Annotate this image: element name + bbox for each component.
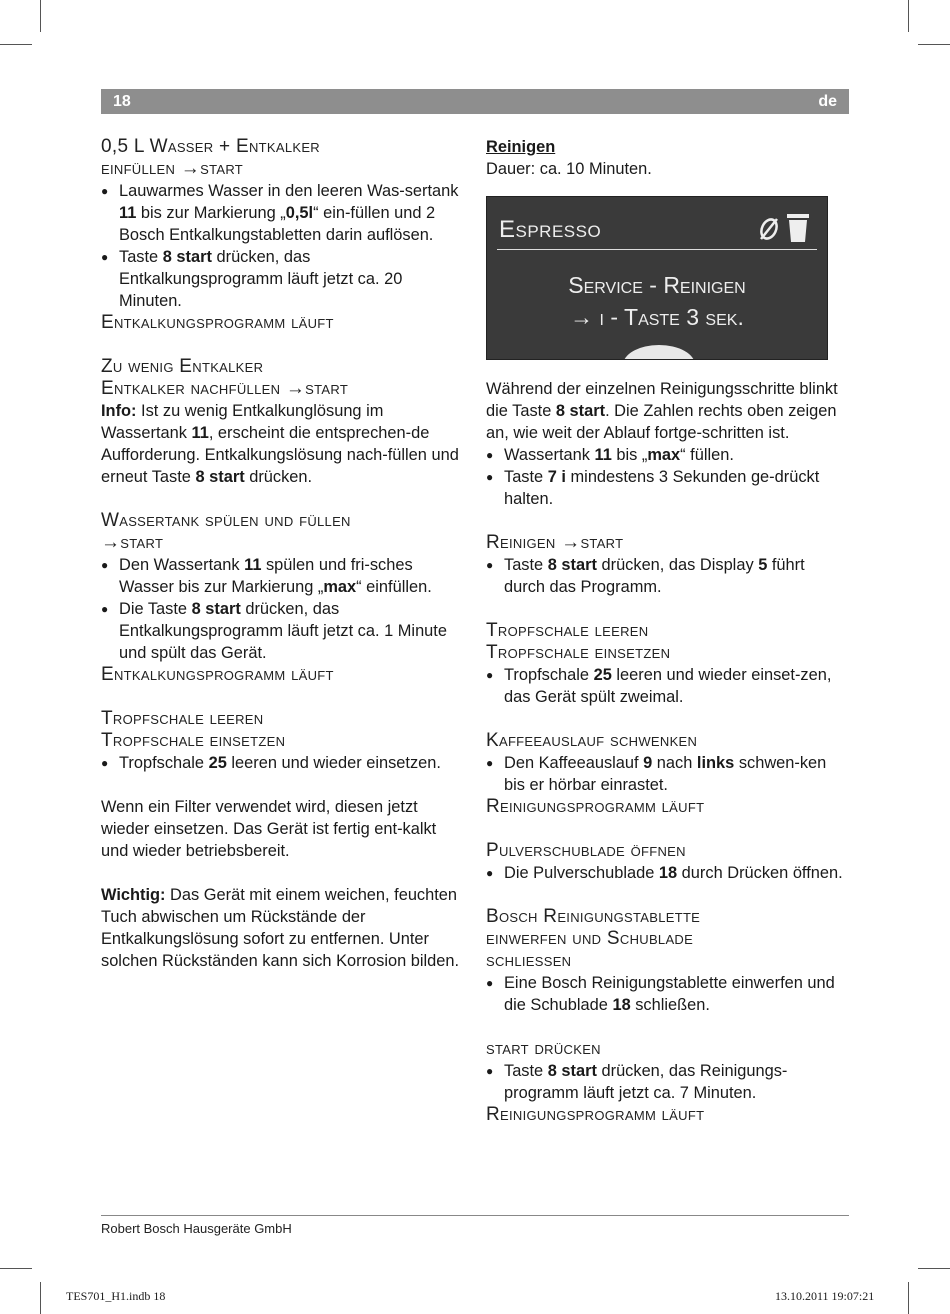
section-subtitle: Tropfschale einsetzen (101, 730, 286, 751)
print-slug-date: 13.10.2011 19:07:21 (775, 1289, 875, 1303)
section-title: Kaffeeauslauf schwenken (486, 730, 698, 751)
list-item: ● Eine Bosch Reinigungstablette einwerfen und die Schublade 18 schließen. (486, 972, 849, 1016)
display-divider (497, 249, 817, 250)
section-title: Zu wenig Entkalker (101, 356, 264, 377)
machine-display (486, 196, 828, 360)
right-column (486, 136, 849, 1126)
list-item: ● Tropfschale 25 leeren und wieder einsetzen. (101, 752, 466, 774)
info-paragraph: Info: Ist zu wenig Entkalkunglösung im Wassertank 11, erscheint die entsprechen-de Aufforderung. Entkalkungslösung nach-füllen und erneut Taste 8 start drücken. (101, 402, 459, 486)
section-title-reinigen: Reinigen (486, 138, 556, 156)
warning-paragraph: Wichtig: Das Gerät mit einem weichen, feuchten Tuch abwischen um Rückstände der Entkalkungslösung sofort zu entfernen. Unter solchen Rückständen kann sich Korrosion bilden. (101, 886, 460, 970)
list-item: ● Tropfschale 25 leeren und wieder einset-zen, das Gerät spült zweimal. (486, 664, 849, 708)
section-subtitle: Entkalker nachfüllen →start (101, 378, 349, 399)
list-item: ● Die Taste 8 start drücken, das Entkalkungsprogramm läuft jetzt ca. 1 Minute und spült das Gerät. (101, 598, 466, 664)
status-line: Entkalkungsprogramm läuft (101, 312, 334, 333)
section-title: 0,5 L Wasser + Entkalker (101, 136, 320, 157)
list-item: ● Taste 7 i mindestens 3 Sekunden ge-drückt halten. (486, 466, 849, 510)
filter-paragraph: Wenn ein Filter verwendet wird, diesen jetzt wieder einsetzen. Das Gerät ist fertig ent-kalkt und wieder betriebsbereit. (101, 798, 437, 860)
list-item: ● Wassertank 11 bis „max“ füllen. (486, 444, 849, 466)
crop-mark (918, 1268, 950, 1269)
duration-text: Dauer: ca. 10 Minuten. (486, 160, 652, 178)
section-title: Tropfschale leeren (101, 708, 264, 729)
instruction-list (486, 752, 849, 796)
instruction-list (486, 1060, 849, 1104)
list-item: ● Lauwarmes Wasser in den leeren Was-sertank 11 bis zur Markierung „0,5l“ ein-füllen und 2 Bosch Entkalkungstabletten darin auflösen. (101, 180, 466, 246)
crop-mark (908, 1282, 909, 1314)
status-line: Entkalkungsprogramm läuft (101, 664, 334, 685)
list-item: ● Taste 8 start drücken, das Display 5 führt durch das Programm. (486, 554, 849, 598)
display-title: Espresso (499, 216, 602, 243)
instruction-list (486, 664, 849, 708)
display-icons (757, 209, 815, 251)
section-title: Tropfschale leeren (486, 620, 649, 641)
left-column (101, 136, 466, 972)
list-item: ● Taste 8 start drücken, das Entkalkungsprogramm läuft jetzt ca. 20 Minuten. (101, 246, 466, 312)
footer-company: Robert Bosch Hausgeräte GmbH (101, 1221, 292, 1236)
instruction-list (101, 752, 466, 774)
instruction-list (101, 180, 466, 312)
list-item: ● Taste 8 start drücken, das Reinigungs-programm läuft jetzt ca. 7 Minuten. (486, 1060, 849, 1104)
list-item: ● Die Pulverschublade 18 durch Drücken öffnen. (486, 862, 849, 884)
section-subtitle: einfüllen →start (101, 158, 244, 179)
footer-divider (101, 1215, 849, 1216)
section-title: Pulverschublade öffnen (486, 840, 686, 861)
section-title: start drücken (486, 1038, 601, 1059)
list-item: ● Den Wassertank 11 spülen und fri-sches Wasser bis zur Markierung „max“ einfüllen. (101, 554, 466, 598)
display-message: Service - Reinigen → i - Taste 3 sek. (568, 272, 746, 330)
section-subtitle: einwerfen und Schublade (486, 928, 694, 949)
crop-mark (40, 0, 41, 32)
instruction-list (486, 972, 849, 1016)
cup-icon (787, 214, 809, 242)
instruction-list (101, 554, 466, 664)
print-slug-file: TES701_H1.indb 18 (66, 1289, 166, 1303)
crop-mark (0, 44, 32, 45)
bean-crossed-icon (758, 217, 779, 241)
instruction-list (486, 444, 849, 510)
crop-mark (40, 1282, 41, 1314)
page-header-bar (101, 89, 849, 114)
instruction-list (486, 862, 849, 884)
section-title: Wassertank spülen und füllen (101, 510, 351, 531)
crop-mark (908, 0, 909, 32)
list-item: ● Den Kaffeeauslauf 9 nach links schwen-ken bis er hörbar einrastet. (486, 752, 849, 796)
instruction-list (486, 554, 849, 598)
status-line: Reinigungsprogramm läuft (486, 796, 705, 817)
section-subtitle: Tropfschale einsetzen (486, 642, 671, 663)
crop-mark (918, 44, 950, 45)
section-title: Bosch Reinigungstablette (486, 906, 701, 927)
display-knob (623, 345, 695, 360)
section-title: Reinigen →start (486, 532, 624, 553)
language-code: de (818, 92, 837, 110)
section-subtitle: →start (101, 532, 164, 553)
page-number: 18 (113, 92, 131, 110)
cleaning-paragraph: Während der einzelnen Reinigungsschritte blinkt die Taste 8 start. Die Zahlen rechts oben zeigen an, wie weit der Ablauf fortge-schritten ist. (486, 380, 838, 442)
section-subtitle: schliessen (486, 950, 572, 971)
status-line: Reinigungsprogramm läuft (486, 1104, 705, 1125)
crop-mark (0, 1268, 32, 1269)
